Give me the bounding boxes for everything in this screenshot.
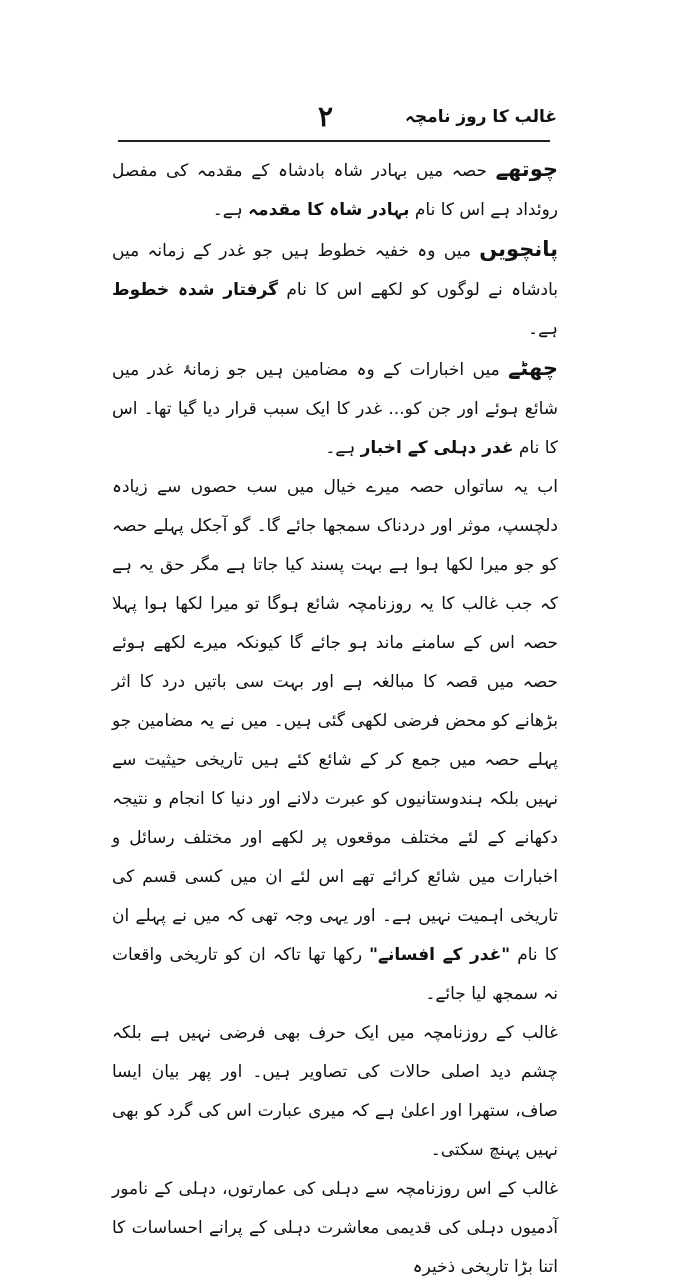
paragraph-text: میں اخبارات کے وہ مضامین ہیں جو زمانۂ غدر میں شائع ہوئے اور جن کو... غدر کا ایک سبب قرار دیا گیا تھا۔ اس کا نام [112,360,558,458]
paragraph-text: غالب کے روزنامچہ میں ایک حرف بھی فرضی نہیں ہے بلکہ چشم دید اصلی حالات کی تصاویر ہیں۔ اور پھر بیان ایسا صاف، ستھرا اور اعلیٰ ہے کہ میری عبارت اس کی گرد کو بھی نہیں پہنچ سکتی۔ [112,1023,558,1160]
section-title-emphasis: "غدر کے افسانے" [369,945,511,965]
section-title-emphasis: گرفتار شدہ خطوط [112,280,279,300]
paragraph-lead-word: پانچویں [479,237,558,261]
paragraph-part-seven [112,468,558,1014]
paragraph-tail: ہے۔ [325,438,361,458]
paragraph-part-four [112,150,558,230]
paragraph-ghalib-diary [112,1014,558,1170]
paragraph-lead-word: چھٹے [508,356,558,380]
paragraph-tail: ہے۔ [528,319,558,339]
paragraph-lead-word: چوتھے [495,157,558,181]
body-text [112,150,558,1287]
paragraph-text: غالب کے اس روزنامچہ سے دہلی کی عمارتوں، دہلی کے نامور آدمیوں دہلی کی قدیمی معاشرت دہلی کے پرانے احساسات کا اتنا بڑا تاریخی ذخیرہ [112,1179,558,1277]
paragraph-text: حصہ میں بہادر شاہ بادشاہ کے مقدمہ کی مفصل روئداد ہے اس کا نام [112,161,558,220]
section-title-emphasis: بہادر شاہ کا مقدمہ [248,200,410,220]
paragraph-text: میں وہ خفیہ خطوط ہیں جو غدر کے زمانہ میں بادشاہ نے لوگوں کو لکھے اس کا نام [112,241,558,300]
paragraph-part-six [112,349,558,468]
section-title-emphasis: غدر دہلی کے اخبار [360,438,514,458]
paragraph-text: اب یہ ساتواں حصہ میرے خیال میں سب حصوں سے زیادہ دلچسپ، موثر اور دردناک سمجھا جائے گا۔ گو آجکل پہلے حصہ کو جو میرا لکھا ہوا ہے بہت پسند کیا جاتا ہے مگر حق یہ ہے کہ جب غالب کا یہ روزنامچہ شائع ہوگا تو میرا لکھا ہوا پہلا حصہ اس کے سامنے ماند ہو جائے گا کیونکہ میرے لکھے ہوئے حصہ میں قصہ کا مبالغہ ہے اور بہت سی باتیں درد کا اثر بڑھانے کو محض فرضی لکھی گئی ہیں۔ میں نے یہ مضامین جو پہلے حصہ میں جمع کر کے شائع کئے ہیں تاریخی حیثیت سے نہیں بلکہ ہندوستانیوں کو عبرت دلانے اور دنیا کا انجام و نتیجہ دکھانے کے لئے مختلف موقعوں پر لکھے اور مختلف رسائل و اخبارات میں شائع کرائے تھے اس لئے ان میں کسی قسم کی تاریخی اہمیت نہیں ہے۔ اور یہی وجہ تھی کہ میں نے پہلے ان کا نام [112,477,558,965]
paragraph-tail: رکھا تھا تاکہ ان کو تاریخی واقعات نہ سمجھ لیا جائے۔ [112,945,558,1004]
paragraph-tail: ہے۔ [212,200,249,220]
header-rule [118,140,550,142]
running-title: غالب کا روز نامچہ [404,107,557,127]
paragraph-part-five [112,230,558,349]
page-number: ۲ [318,100,334,133]
paragraph-delhi-record [112,1170,558,1287]
